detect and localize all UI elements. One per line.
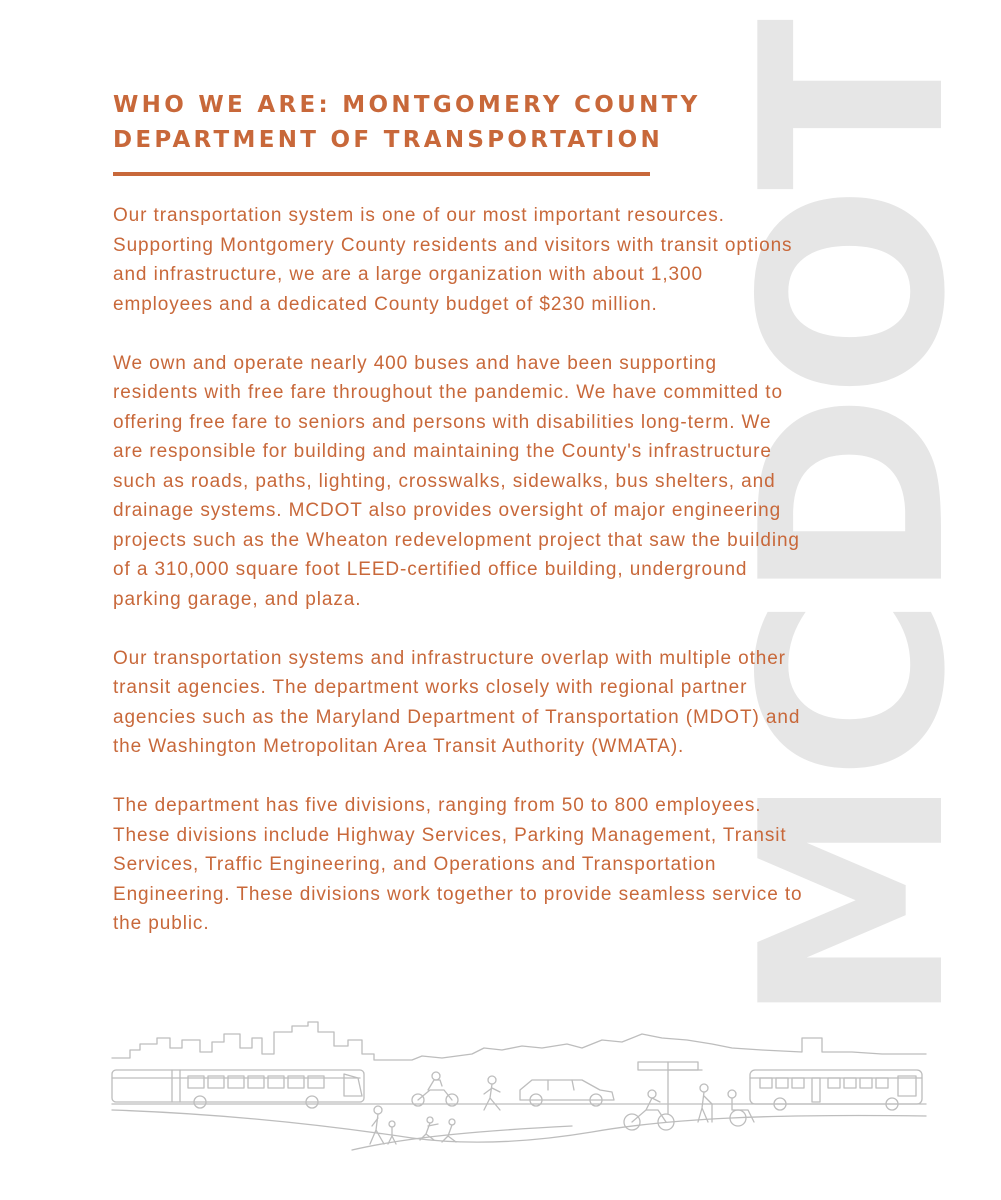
road-curve <box>112 1110 926 1142</box>
page-title <box>113 88 803 158</box>
senior-person-icon <box>698 1084 712 1122</box>
road-curve-lower <box>352 1126 572 1150</box>
car-icon <box>520 1080 614 1106</box>
walking-person-icon <box>484 1076 500 1110</box>
mcdot-watermark: MCDOT <box>708 24 1001 1026</box>
paragraph-operations: We own and operate nearly 400 buses and have been supporting residents with free fare throughout the pandemic. We have committed to offering free fare to seniors and persons with disabilities long-term. We are responsible for building and maintaining the County's infrastructure such as roads, paths, lighting, crosswalks, sidewalks, bus shelters, and drainage systems. MCDOT also provides oversight of major engineering projects such as the Wheaton redevelopment project that saw the building of a 310,000 square foot LEED-certified office building, underground parking garage, and plaza. <box>113 352 800 610</box>
motorcycle-icon <box>412 1072 458 1106</box>
paragraph-divisions: The department has five divisions, ranging from 50 to 800 employees. These divisions include Highway Services, Parking Management, Transit Services, Traffic Engineering, and Operations and Transportation Engineering. These divisions work together to provide seamless service to the public. <box>113 795 803 934</box>
bus-left-icon <box>112 1070 364 1108</box>
bus-right-icon <box>750 1070 922 1110</box>
city-transit-skyline-icon <box>112 1018 926 1150</box>
paragraph-overview: Our transportation system is one of our most important resources. Supporting Montgomery County residents and visitors with transit options and infrastructure, we are a large organization with about 1,300 employees and a dedicated County budget of $230 million. <box>113 205 793 315</box>
page-title-line-1: WHO WE ARE: MONTGOMERY COUNTY <box>113 92 701 118</box>
skyline-outline <box>112 1022 926 1060</box>
paragraph-partners: Our transportation systems and infrastructure overlap with multiple other transit agencies. The department works closely with regional partner agencies such as the Maryland Department of Transportation (MDOT) and the Washington Metropolitan Area Transit Authority (WMATA). <box>113 647 801 757</box>
page-title-line-2: DEPARTMENT OF TRANSPORTATION <box>113 127 663 153</box>
main-content <box>113 88 803 968</box>
body-text <box>113 201 803 939</box>
title-underline <box>113 172 650 176</box>
